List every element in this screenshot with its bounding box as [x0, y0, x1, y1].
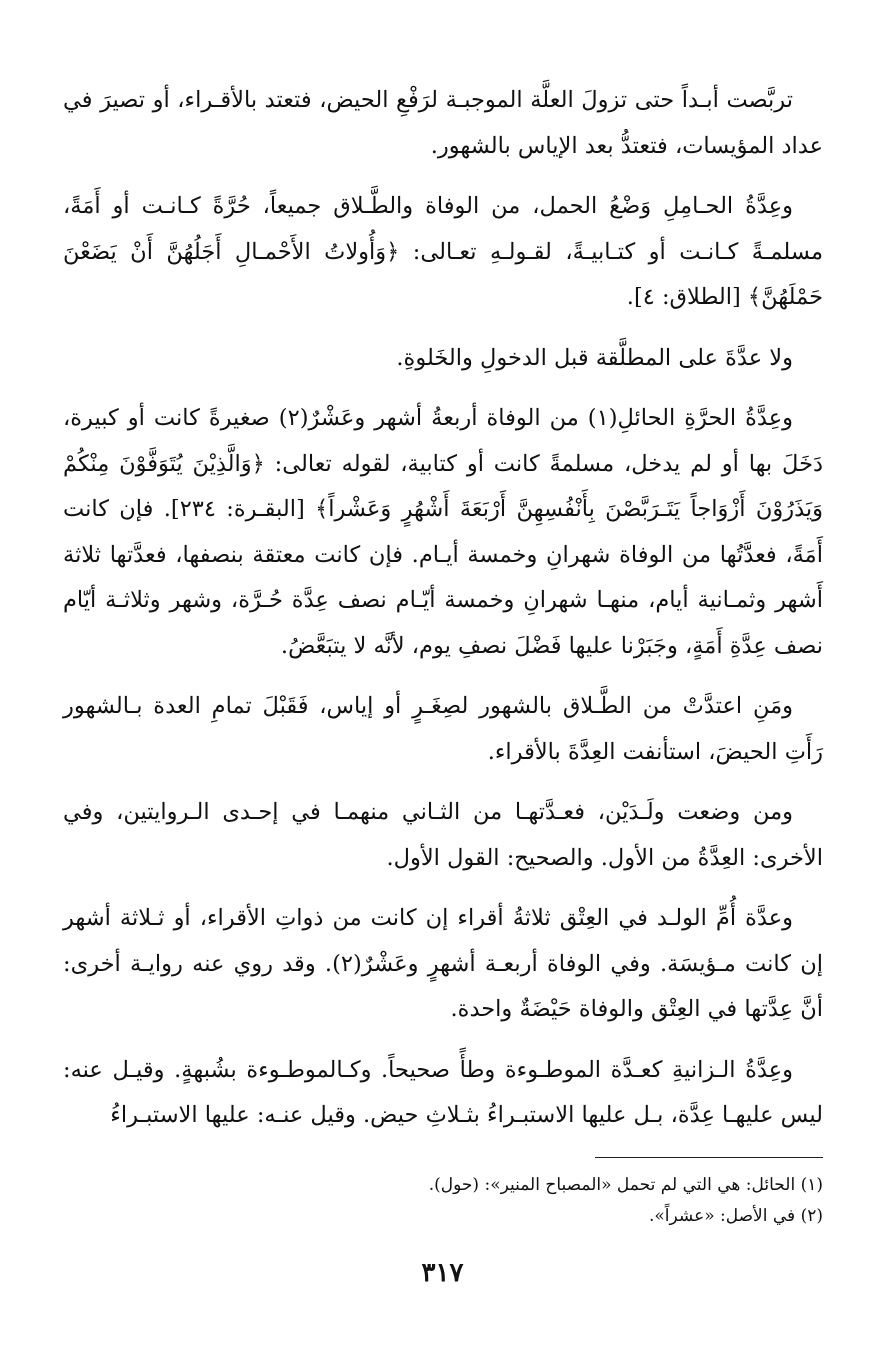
paragraph-8: وعِدَّةُ الـزانيةِ كعـدَّة الموطـوءة وطأً صحيحاً. وكـالموطـوءة بشُبهةٍ. وقيـل عنه: ليس عليهـا عِدَّة، بـل عليها الاستبـراءُ بثـلاثِ حيض. وقيل عنـه: عليها الاستبـراءُ	[63, 1056, 823, 1128]
paragraph-5: ومَنِ اعتدَّتْ من الطَّـلاق بالشهور لصِغَـرٍ أو إياس، فَقَبْلَ تمامِ العدة بـالشهور رَأَتِ الحيضَ، استأنفت العِدَّةَ بالأقراء.	[63, 693, 823, 765]
page-number: ٣١٧	[421, 1258, 464, 1288]
footnote-2: (٢) في الأصل: «عشراً».	[649, 1206, 823, 1226]
footnote-1: (١) الحائل: هي التي لم تحمل «المصباح المنير»: (حول).	[428, 1175, 823, 1195]
paragraph-4: وعِدَّةُ الحرَّةِ الحائلِ(١) من الوفاة أربعةُ أشهر وعَشْرٌ(٢) صغيرةً كانت أو كبيرة، دَخَلَ بها أو لم يدخل، مسلمةً كانت أو كتابية، لقوله تعالى: ﴿وَالَّذِيْنَ يُتَوَفَّوْنَ مِنْكُمْ وَيَذَرُوْنَ أَزْوَاجاً يَتَـرَبَّصْنَ بِأَنْفُسِهِنَّ أَرْبَعَةَ أَشْهُرٍ وَعَشْراً﴾ [البقـرة: ٢٣٤]. فإن كانت أَمَةً، فعدَّتُها من الوفاة شهرانِ وخمسة أيـام. فإن كانت معتقة بنصفها، فعدَّتها ثلاثة أَشهر وثمـانية أيام، منهـا شهرانِ وخمسة أيّـام نصف عِدَّة حُـرَّة، وشهر وثلاثـة أيّام نصف عِدَّةِ أَمَةٍ، وجَبَرْنا عليها فَضْلَ نصفِ يوم، لأنَّه لا يتبَعَّضُ.	[63, 405, 824, 659]
paragraph-1: تربَّصت أبـداً حتى تزولَ العلَّة الموجبـة لرَفْعِ الحيض، فتعتد بالأقـراء، أو تصيرَ في عداد المؤيسات، فتعتدُّ بعد الإياس بالشهور.	[63, 87, 823, 159]
footnotes	[63, 1170, 823, 1232]
main-text	[63, 78, 823, 1154]
paragraph-2: وعِدَّةُ الحـامِلِ وَضْعُ الحمل، من الوفاة والطَّـلاق جميعاً، حُرَّةً كـانـت أو أَمَةً، مسلمـةً كـانـت أو كتـابيـةً، لقـولـهِ تعـالى: ﴿وَأُولاتُ الأَحْمـالِ أَجَلُهُنَّ أَنْ يَضَعْنَ حَمْلَهُنَّ﴾ [الطلاق: ٤].	[63, 193, 823, 310]
footnote-separator	[595, 1157, 823, 1158]
paragraph-7: وعدَّة أُمِّ الولـد في العِتْق ثلاثةُ أقراء إن كانت من ذواتِ الأقراء، أو ثـلاثة أشهر إن كانت مـؤيسَة. وفي الوفاة أربعـة أشهرٍ وعَشْرٌ(٢). وقد روي عنه روايـة أخرى: أنَّ عِدَّتها في العِتْق والوفاة حَيْضَةٌ واحدة.	[63, 905, 823, 1022]
paragraph-6: ومن وضعت ولَـدَيْن، فعـدَّتهـا من الثـاني منهمـا في إحـدى الـروايتين، وفي الأخرى: العِدَّةُ من الأول. والصحيح: القول الأول.	[63, 799, 823, 871]
paragraph-3: ولا عدَّةَ على المطلَّقة قبل الدخولِ والخَلوةِ.	[396, 344, 793, 371]
